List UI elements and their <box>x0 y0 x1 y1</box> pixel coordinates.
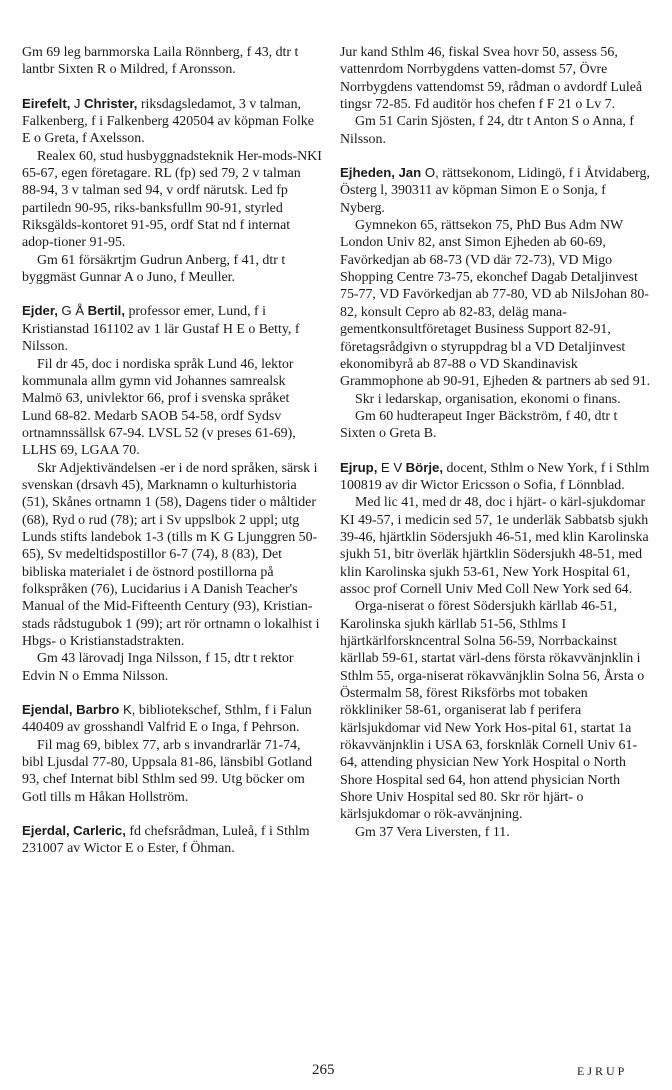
entry-paragraph: Realex 60, stud husbyggnadsteknik Her-mods-NKI 65-67, egen företagare. RL (fp) sed 79, 2 v talman 88-94, 3 v talman sed 94, v ordf närutsk. Led fp partiledn 90-95, riks-banksfullm 90-91, styrled Riksgälds-kontoret 91-95, ordf Stat nd f internat adop-tioner 91-95. <box>22 148 322 251</box>
entry-paragraph: Jur kand Sthlm 46, fiskal Svea hovr 50, assess 56, vattenrdom Norrbygdens vatten-domst 57, Övre Norrbygdens vattendomst 59, rådman o avdordf Luleå tingsr 72-85. Fd auditör hos chefen f F 21 o Lv 7. <box>340 45 643 113</box>
entry-heading <box>340 459 652 495</box>
entry-heading <box>340 164 652 217</box>
entry-heading-text: professor emer, Lund, f i Kristianstad 161102 av 1 lär Gustaf H E o Betty, f Nilsson. <box>22 304 300 355</box>
entry-heading-text: rättsekonom, Lidingö, f i Åtvidaberg, Österg l, 390311 av köpman Simon E o Sonja, f Nyberg. <box>340 166 650 216</box>
entry-ejerdal-continued <box>340 44 652 148</box>
entry-paragraph: Gymnekon 65, rättsekon 75, PhD Bus Adm NW London Univ 82, anst Simon Ejheden ab 60-69, Favörkedjan ab 68-73 (VD där 72-73), VD Migo Shopping Centre 73-75, ekonchef Dagab Detaljinvest 75-77, VD Favörkedjan ab 77-80, VD ab NilsJohan 80-82, konsult Cepro ab 82-83, deläg mana-gementkonsultföretaget Business Support 82-91, företagsrådgivn o styruppdrag bl a VD Detaljinvest ekonomibyrå ab 87-88 o VD Skandinavisk Grammophone ab 90-91, Ejheden & partners ab sed 91. <box>340 218 651 390</box>
entry-paragraph: Gm 69 leg barnmorska Laila Rönnberg, f 43, dtr t lantbr Sixten R o Mildred, f Aronsson. <box>22 45 299 78</box>
entry-ejheden <box>340 164 652 443</box>
entry-given-name-bold: Bertil, <box>87 303 125 319</box>
entry-paragraph: Fil mag 69, biblex 77, arb s invandrarlär 71-74, bibl Ljusdal 77-80, Uppsala 81-86, länsbibl Gotland 93, chef Internat bibl Sthlm sed 99. Utg böcker om Gotl tills m Håkan Hollström. <box>22 737 313 805</box>
entry-given-name-bold: Barbro <box>76 702 120 718</box>
entry-given-name-bold: Christer, <box>83 95 138 111</box>
entry-paragraph: Gm 43 lärovadj Inga Nilsson, f 15, dtr t rektor Edvin N o Emma Nilsson. <box>22 651 294 684</box>
entry-ejder <box>22 302 322 685</box>
page-number: 265 <box>312 1062 335 1078</box>
entry-continuation <box>22 44 322 79</box>
entry-heading <box>22 822 322 858</box>
entry-ejerdal <box>22 822 322 858</box>
entry-given-names: G Å <box>61 303 85 319</box>
entry-heading-text: docent, Sthlm o New York, f i Sthlm 100819 av dir Wictor Ericsson o Sofia, f Lönnblad. <box>340 460 650 493</box>
entry-ejrup <box>340 459 652 842</box>
entry-given-names: K, <box>119 702 136 718</box>
entry-ejendal <box>22 701 322 806</box>
entry-paragraph: Gm 60 hudterapeut Inger Bäckström, f 40, dtr t Sixten o Greta B. <box>340 408 618 442</box>
entry-surname: Ejerdal, <box>22 823 70 839</box>
entry-heading <box>22 701 322 737</box>
entry-given-names: E V <box>380 459 403 475</box>
entry-given-name-bold: Börje, <box>405 459 443 475</box>
entry-paragraph: Skr i ledarskap, organisation, ekonomi o finans. <box>355 391 621 407</box>
entry-paragraph: Fil dr 45, doc i nordiska språk Lund 46, lektor kommunala allm gymn vid Johannes samrealsk Malmö 63, univlektor 66, prof i svenska språket Lund 68-82. Medarb SAOB 54-58, ordf Sydsv ortnamnssällsk 67-94. LVSL 52 (v preses 61-69), LLHS 69, LGAA 70. <box>22 356 296 459</box>
entry-heading <box>22 95 322 148</box>
running-head: EJRUP <box>577 1064 628 1078</box>
entry-given-names: J <box>73 95 81 111</box>
entry-given-name-bold: Jan <box>398 165 422 181</box>
entry-heading-text: riksdagsledamot, 3 v talman, Falkenberg, f i Falkenberg 420504 av köpman Folke E o Greta, f Axelsson. <box>22 96 314 147</box>
entry-heading-text: bibliotekschef, Sthlm, f i Falun 440409 av grosshandl Valfrid E o Inga, f Pehrson. <box>22 703 312 736</box>
entry-surname: Ejrup, <box>340 459 378 475</box>
entry-given-name-bold: Carleric, <box>73 823 126 839</box>
entry-given-names: O, <box>421 165 439 181</box>
entry-paragraph: Skr Adjektivändelsen -er i de nord språken, särsk i svenskan (drsavh 45), Marknamn o kulturhistoria (51), Skånes ortnamn 1 (58), Dagens tider o måltider (68), Ryd o rud (78); art i Sv uppslbok 2 uppl; utg Lunds stifts landebok 1-3 (tills m K G Ljunggren 50-65), Sv medeltidspostillor 6-7 (74), 8 (83), Det bibliska materialet i de östnord postillorna på folkspråken (76), Lucidarius i A Danish Teacher's Manual of the Mid-Fifteenth Century (93), Kristian-stads rådstugubok 1 (99); art rör ortnamn o lokalhist i Hbgs- o Kristianstadstrakten. <box>22 460 320 649</box>
entry-surname: Ejendal, <box>22 702 73 718</box>
entry-surname: Eirefelt, <box>22 95 71 111</box>
entry-surname: Ejheden, <box>340 165 395 181</box>
entry-heading-text: fd chefsrådman, Luleå, f i Sthlm 231007 av Wictor E o Ester, f Öhman. <box>22 824 310 857</box>
left-column <box>22 44 322 874</box>
entry-eirefelt <box>22 95 322 287</box>
entry-paragraph: Med lic 41, med dr 48, doc i hjärt- o kärl-sjukdomar KI 49-57, i medicin sed 57, 1e underläk Sabbatsb sjukh 39-46, hjärtklin Södersjukh 46-51, med klin Karolinska sjukh 51, bitr överläk hjärtklin Södersjukh 48-51, med klin Karolinska sjukh 53-61, New York Hospital 61, assoc prof Cornell Univ Med Coll New York sed 64. <box>340 495 649 597</box>
entry-surname: Ejder, <box>22 303 58 319</box>
entry-paragraph: Gm 61 försäkrtjm Gudrun Anberg, f 41, dtr t byggmäst Gunnar A o Juno, f Meuller. <box>22 252 286 286</box>
entry-paragraph: Orga-niserat o förest Södersjukh kärllab 46-51, Karolinska sjukh kärllab 51-56, Sthlms I hjärtkärlforskncentral Solna 56-59, Norrbackainst kärllab 59-61, startat värl-dens första rökavvänjnklin i Sthlm 55, orga-niserat rökavvänjklin Solna 56, Årsta o Östermalm 58, förest Riksförbs mot tobaken rökkliniker 58-61, organiserat lab f perifera kärlsjukdomar vid New York Hos-pital 61, startat 1a rökavvänjnklin i USA 63, forsknläk Cornell Univ 61-64, attending physician New York Hospital o North Shore Hospital sed 64, hon attend physician North Shore Univ Hospital sed 80. Skr rör hjärt- o kärlsjukdomar o rök-avvänjning. <box>340 599 645 823</box>
right-column <box>340 44 652 857</box>
entry-paragraph: Gm 37 Vera Liversten, f 11. <box>355 824 510 840</box>
entry-heading <box>22 302 322 355</box>
entry-paragraph: Gm 51 Carin Sjösten, f 24, dtr t Anton S o Anna, f Nilsson. <box>340 114 634 147</box>
